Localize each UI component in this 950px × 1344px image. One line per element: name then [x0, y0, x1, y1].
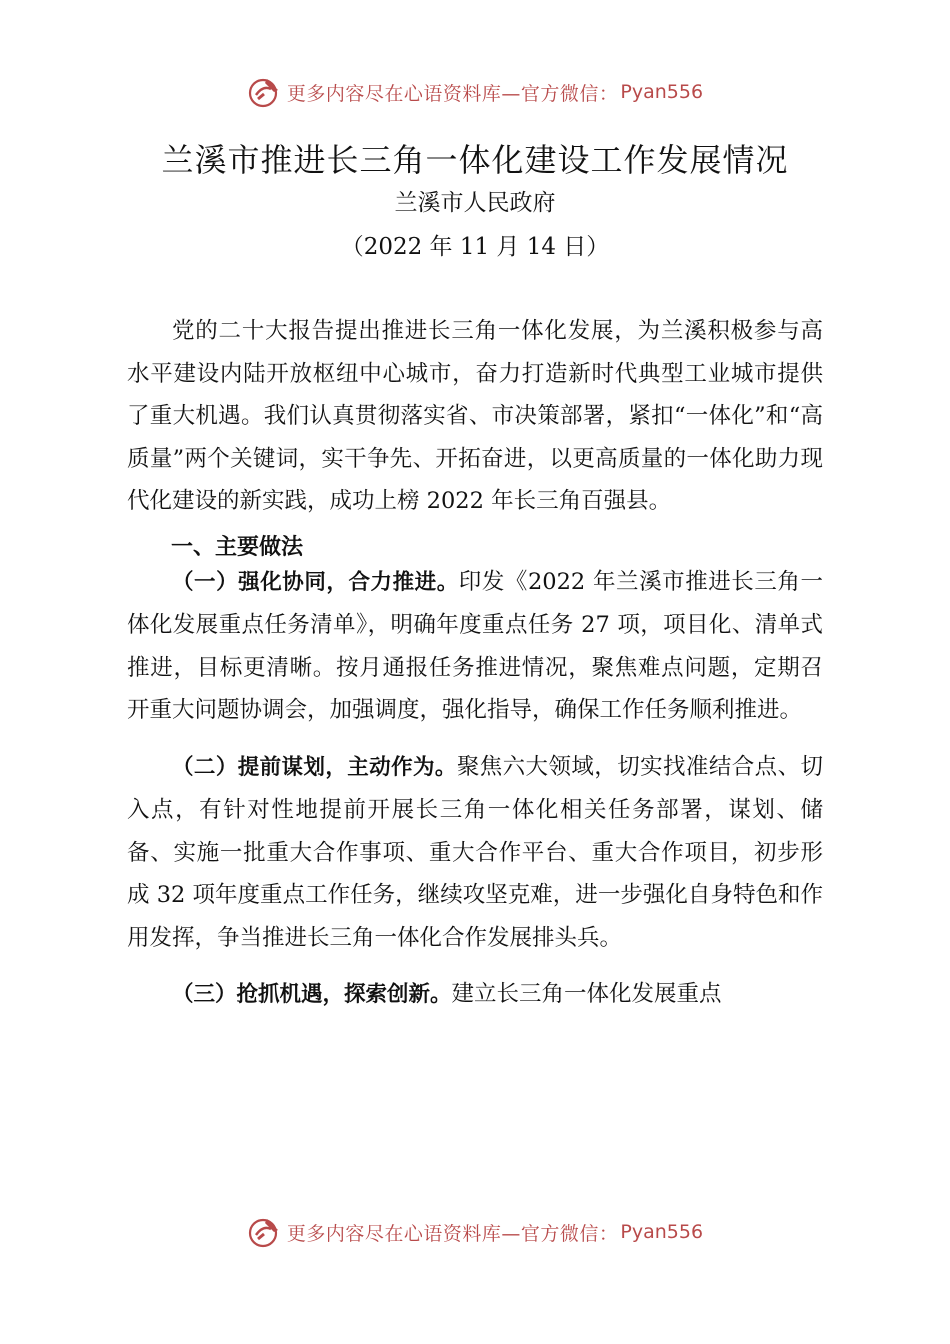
item-text: 建立长三角一体化发展重点 [451, 981, 722, 1007]
list-item [127, 973, 823, 1017]
list-item [127, 561, 823, 732]
brush-logo-icon [247, 75, 281, 109]
item-lead: （三）抢抓机遇，探索创新。 [172, 982, 452, 1007]
watermark-text: 更多内容尽在心语资料库—官方微信： [286, 1222, 619, 1245]
list-item [127, 746, 823, 960]
document-date: （2022 年 11 月 14 日） [340, 234, 610, 260]
watermark-banner-top [0, 72, 950, 112]
document-author: 兰溪市人民政府 [394, 190, 556, 216]
brush-logo-icon [247, 1215, 281, 1249]
item-lead: （一）强化协同，合力推进。 [172, 569, 459, 595]
document-body [127, 310, 823, 1017]
document-title: 兰溪市推进长三角一体化建设工作发展情况 [161, 141, 789, 179]
watermark-wechat-id: Pyan556 [620, 1221, 704, 1243]
watermark-text: 更多内容尽在心语资料库—官方微信： [286, 82, 619, 105]
item-lead: （二）提前谋划，主动作为。 [172, 754, 457, 780]
section-heading: 一、主要做法 [171, 534, 304, 560]
intro-paragraph: 党的二十大报告提出推进长三角一体化发展，为兰溪积极参与高水平建设内陆开放枢纽中心城市，奋力打造新时代典型工业城市提供了重大机遇。我们认真贯彻落实省、市决策部署，紧扣“一体化”和“高质量”两个关键词，实干争先、开拓奋进，以更高质量的一体化助力现代化建设的新实践，成功上榜 2022 年长三角百强县。 [127, 318, 823, 514]
item-text: 聚焦六大领域，切实找准结合点、切入点，有针对性地提前开展长三角一体化相关任务部署，谋划、储备、实施一批重大合作事项、重大合作平台、重大合作项目，初步形成 32 项年度重点工作任务，继续攻坚克难，进一步强化自身特色和作用发挥，争当推进长三角一体化合作发展排头兵。 [127, 753, 823, 951]
item-text: 印发《2022 年兰溪市推进长三角一体化发展重点任务清单》，明确年度重点任务 27 项，项目化、清单式推进，目标更清晰。按月通报任务推进情况，聚焦难点问题，定期召开重大问题协调会，加强调度，强化指导，确保工作任务顺利推进。 [127, 568, 823, 723]
watermark-wechat-id: Pyan556 [620, 81, 704, 103]
watermark-banner-bottom [0, 1212, 950, 1252]
